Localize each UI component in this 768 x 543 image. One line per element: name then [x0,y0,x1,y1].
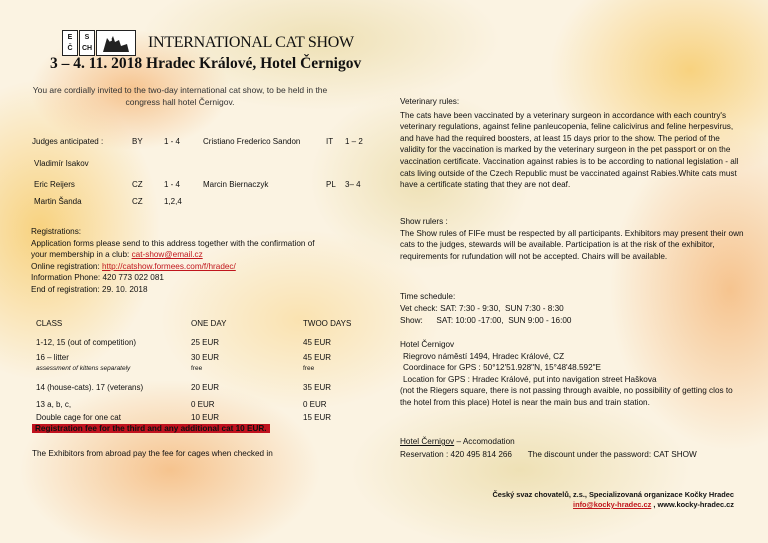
judge-name: Eric Reijers [34,180,75,189]
accommodation-hotel-name: Hotel Černigov [400,437,455,446]
registration-end-date: 29. 10. 2018 [102,284,148,294]
fee-note: assessment of kittens separately [36,365,131,372]
fee-header-one-day: ONE DAY [191,319,227,328]
foreign-exhibitors-note: The Exhibitors from abroad pay the fee for cages when checked in [32,449,273,458]
show-rules-heading: Show rulers : [400,217,448,226]
footer-web-link[interactable]: www.kocky-hradec.cz [657,500,734,509]
judge-name: Marcin Biernaczyk [203,180,269,189]
show-rules-section [400,216,745,262]
additional-cat-fee-highlight: Registration fee for the third and any additional cat 10 EUR. [32,424,270,433]
judge-country: CZ [132,180,143,189]
judge-name: Vladimír Isakov [34,159,89,168]
fee-header-two-days: TWOO DAYS [303,319,352,328]
judge-country: PL [326,180,336,189]
accommodation-label: – Accomodation [456,437,515,446]
vet-check-sat: SAT: 7:30 - 9:30, [440,304,501,313]
page-title: INTERNATIONAL CAT SHOW [148,34,354,51]
schedule-show-row [400,316,571,325]
schedule-vet-check-row [400,304,564,313]
online-registration-link[interactable]: http://catshow.formees.com/f/hradec/ [102,261,236,271]
fee-one-day: 0 EUR [191,400,215,409]
fee-class: 14 (house-cats). 17 (veterans) [36,383,144,392]
fee-note-one-day: free [191,365,203,372]
reservation-row [400,450,697,459]
fee-class: 1-12, 15 (out of competition) [36,338,137,347]
fee-two-days: 15 EUR [303,413,332,422]
vet-check-sun: SUN 7:30 - 8:30 [505,304,564,313]
fee-note-two-days: free [303,365,315,372]
fee-one-day: 25 EUR [191,338,220,347]
footer-contacts [573,500,734,509]
judge-categories: 1 - 4 [164,137,181,146]
judge-categories: 3– 4 [345,180,361,189]
hotel-gps-coordinates: Coordinace for GPS : 50°12'51.928"N, 15°48'48.592"E [403,363,602,373]
hotel-heading: Hotel Černigov [400,340,455,349]
footer-email-link[interactable]: info@kocky-hradec.cz [573,500,652,509]
fee-one-day: 30 EUR [191,353,220,362]
invitation-text: You are cordially invited to the two-day international cat show, to be held in the congress hall hotel Černigov. [32,85,328,107]
judge-categories: 1,2,4 [164,197,182,206]
club-logo [62,30,138,56]
reservation-phone: Reservation : 420 495 814 266 [400,450,512,459]
show-time-label: Show: [400,316,423,325]
registration-instructions: Application forms please send to this address together with the confirmation of [31,238,315,248]
show-time-sun: SUN 9:00 - 16:00 [508,316,572,325]
registration-membership-text: your membership in a club: [31,250,132,260]
show-rules-body: The Show rules of FIFe must be respected by all participants. Exhibitors may present their own cats to the judges, stewards will be available. Participation is at the risk of the exhibitor, requirements for rufundation will not be accepted. Chairs will be available. [400,228,744,261]
fee-two-days: 0 EUR [303,400,327,409]
judge-country: CZ [132,197,143,206]
hotel-gps-location: Location for GPS : Hradec Králové, put into navigation street [403,374,625,384]
discount-password: The discount under the password: CAT SHOW [527,450,697,459]
accommodation-row [400,437,515,446]
cat-logo-icon [96,30,136,56]
logo-letter: S [84,34,90,41]
fee-one-day: 20 EUR [191,383,220,392]
fee-class: 16 – litter [36,353,69,362]
judges-label: Judges anticipated : [32,137,104,146]
logo-letter: CH [81,45,93,52]
footer-separator: , [651,500,658,509]
judge-country: BY [132,137,143,146]
phone-label: Information Phone: [31,273,101,283]
registration-end-label: End of registration: [31,284,100,294]
fee-class: Double cage for one cat [36,413,121,422]
hotel-section [400,339,745,409]
fee-class: 13 a, b, c, [36,400,72,409]
judge-country: IT [326,137,334,146]
fee-one-day: 10 EUR [191,413,220,422]
judge-categories: 1 – 2 [345,137,363,146]
judge-name: Martin Šanda [34,197,82,206]
hotel-gps-street: Haškova [624,374,657,384]
veterinary-body: The cats have been vaccinated by a veterinary surgeon in accordance with each country's veterinary regulations, against feline panleucopenia, feline calicivirus and feline herpesvirus, and have had the required boosters, at least 15 days prior to the show. The period of the validity for the vaccination is marked by the veterinary surgeon in the pet passport or on the vaccination certificate. Vaccination against rabies is to be according to national legislation - all cats living outside of the Czech Republic must be vaccinated against Rabies.White cats must have a certificate stating that they are not deaf. [400,110,739,190]
event-date-location: 3 – 4. 11. 2018 Hradec Králové, Hotel Černigov [50,55,362,72]
logo-letter: E [67,34,73,41]
judge-categories: 1 - 4 [164,180,181,189]
fee-two-days: 45 EUR [303,353,332,362]
organizer-name: Český svaz chovatelů, z.s., Specializovaná organizace Kočky Hradec [492,490,734,499]
fee-header-class: CLASS [36,319,63,328]
hotel-address: Riegrovo náměstí 1494, Hradec Králové, CZ [403,351,565,361]
registration-section [31,226,371,296]
fee-two-days: 45 EUR [303,338,332,347]
vet-check-label: Vet check: [400,304,438,313]
online-registration-label: Online registration: [31,261,102,271]
hotel-access-note: (not the Riegers square, there is not passing through avaible, no possibility of getting clos to the hotel from this place) Hotel is near the main bus and train station. [400,386,733,407]
judge-name: Cristiano Frederico Sandon [203,137,301,146]
logo-letter: Č [67,45,73,52]
fee-two-days: 35 EUR [303,383,332,392]
veterinary-rules-section [400,96,745,191]
show-time-sat: SAT: 10:00 -17:00, [436,316,504,325]
schedule-heading: Time schedule: [400,292,456,301]
registration-heading: Registrations: [31,227,82,236]
veterinary-heading: Veterinary rules: [400,97,460,106]
phone-number: 420 773 022 081 [102,273,164,283]
registration-email-link[interactable]: cat-show@email.cz [131,250,203,260]
